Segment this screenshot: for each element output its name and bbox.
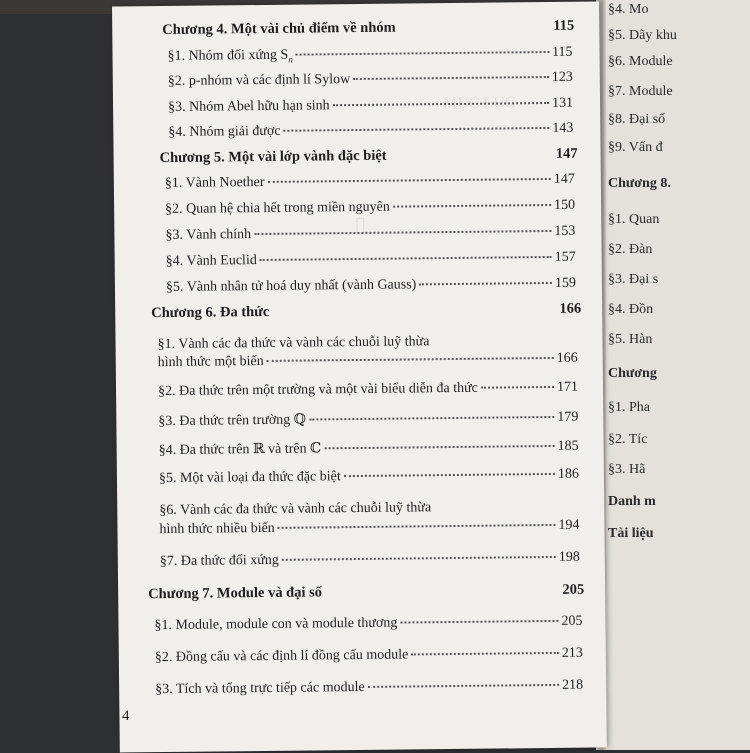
toc-title: §4. Nhóm giải được: [168, 123, 281, 140]
toc-leader: [272, 310, 556, 313]
toc-page-number: 150: [554, 197, 576, 213]
next-page-line: §1. Pha: [608, 400, 650, 415]
toc-page-number: 147: [553, 171, 575, 187]
toc-title: §3. Tích và tổng trực tiếp các module: [155, 679, 365, 698]
next-page-line: §9. Vấn đ: [608, 140, 663, 155]
toc-chapter-7: [148, 582, 584, 604]
toc-leader: [399, 27, 551, 29]
toc-title: §1. Vành Noether: [164, 174, 265, 192]
page-folio: 4: [122, 708, 130, 724]
toc-page-number: 205: [562, 581, 585, 598]
next-page-line: §7. Module: [608, 84, 673, 99]
toc-section-line1: §1. Vành các đa thức và vành các chuỗi luỹ thừa: [157, 334, 430, 353]
toc-page-number: 179: [557, 409, 579, 425]
toc-leader: [333, 102, 549, 106]
next-page-line: §1. Quan: [608, 212, 660, 227]
next-page-line: §8. Đại số: [608, 112, 666, 127]
next-page-line: Danh m: [608, 494, 656, 509]
toc-chapter-5: [160, 146, 578, 167]
next-page-line: Tài liệu: [608, 526, 654, 541]
toc-section: [167, 45, 572, 66]
toc-page-number: 131: [551, 95, 574, 111]
toc-page-number: 198: [558, 549, 580, 565]
toc-page-number: 213: [561, 645, 583, 661]
toc-page-number: 115: [551, 44, 573, 60]
show-through-text: MỤC LỤC: [442, 94, 516, 113]
toc-title: §2. Đồng cấu và các định lí đồng cấu module: [154, 647, 409, 666]
toc-section: [158, 409, 578, 430]
next-page-line: §2. Tíc: [608, 432, 648, 447]
toc-leader: [324, 445, 554, 449]
toc-title: Chương 5. Một vài lớp vành đặc biệt: [159, 147, 387, 167]
toc-page-number: 171: [556, 379, 579, 395]
next-page-line: §5. Dãy khu: [608, 28, 677, 43]
toc-page-number: 147: [555, 145, 578, 162]
toc-section: [155, 678, 583, 698]
toc-leader: [284, 127, 550, 132]
toc-section: [159, 518, 579, 538]
next-page-line: §4. Mo: [608, 2, 649, 17]
next-page-edge: [602, 0, 750, 750]
toc-title: §3. Vành chính: [165, 227, 252, 244]
toc-section: [154, 614, 582, 634]
toc-title: §4. Đa thức trên ℝ và trên ℂ: [158, 441, 322, 459]
toc-leader: [325, 591, 559, 593]
toc-title: §3. Nhóm Abel hữu hạn sinh: [167, 98, 330, 115]
toc-chapter-6: [151, 301, 581, 323]
toc-section: [165, 198, 575, 218]
toc-page-number: 153: [554, 223, 576, 239]
toc-page-number: 115: [553, 17, 575, 34]
next-page-line: §3. Hã: [608, 462, 646, 477]
toc-title: hình thức một biến: [157, 353, 264, 371]
toc-page-number: 166: [559, 300, 582, 317]
toc-leader: [278, 524, 556, 529]
toc-page-number: 218: [562, 677, 584, 693]
toc-section: [168, 121, 573, 141]
toc-title: Chương 6. Đa thức: [151, 303, 270, 322]
show-through-text: ▯: [354, 211, 367, 238]
toc-section: [168, 96, 573, 116]
toc-section: [165, 224, 575, 244]
next-page-line: §3. Đại s: [608, 272, 659, 287]
toc-leader: [260, 256, 552, 261]
toc-chapter-4: [162, 18, 574, 39]
toc-title: §1. Nhóm đối xứng $S_n$: [167, 47, 293, 65]
toc-title: §1. Module, module con và module thương: [154, 615, 398, 634]
next-page-line: §6. Module: [608, 54, 673, 69]
next-page-line: §4. Đồn: [608, 302, 654, 317]
toc-section: [158, 380, 578, 400]
toc-leader: [393, 204, 551, 208]
toc-title: Chương 4. Một vài chủ điểm về nhóm: [162, 19, 396, 39]
next-page-line: Chương 8.: [608, 176, 671, 191]
next-page-line: §5. Hàn: [608, 332, 653, 347]
next-page-line: §2. Đàn: [608, 242, 653, 257]
toc-page-number: 185: [557, 438, 579, 454]
toc-section: [158, 351, 578, 371]
toc-section: [160, 550, 580, 570]
toc-leader: [411, 652, 559, 656]
toc-title: §5. Một vài loại đa thức đặc biệt: [158, 469, 341, 487]
toc-page-number: 186: [557, 466, 580, 482]
toc-title: hình thức nhiều biến: [159, 520, 275, 538]
toc-title: §2. Đa thức trên một trường và một vài biểu diễn đa thức: [157, 380, 478, 400]
toc-section: [166, 276, 576, 296]
toc-page-number: 123: [551, 69, 573, 85]
toc-leader: [344, 473, 555, 477]
next-page-line: Chương: [608, 366, 657, 381]
toc-leader: [296, 51, 549, 56]
toc-title: §5. Vành nhân tử hoá duy nhất (vành Gauss): [165, 277, 417, 295]
toc-section: [168, 70, 573, 90]
toc-leader: [267, 357, 554, 362]
toc-section: [165, 172, 575, 192]
toc-section: [166, 250, 576, 270]
toc-title: Chương 7. Module và đại số: [148, 584, 323, 603]
toc-leader: [390, 155, 553, 157]
toc-section: [155, 646, 583, 666]
toc-leader: [282, 556, 556, 561]
toc-leader: [254, 230, 551, 235]
toc-page: [112, 1, 607, 752]
toc-section-line1: §6. Vành các đa thức và vành các chuỗi luỹ thừa: [159, 500, 432, 519]
toc-page-number: 143: [552, 120, 574, 136]
toc-title: §2. Quan hệ chia hết trong miền nguyên: [165, 199, 390, 218]
toc-section: [159, 467, 579, 487]
toc-page-number: 166: [556, 350, 578, 366]
toc-section: [159, 438, 579, 459]
toc-leader: [268, 178, 551, 183]
toc-leader: [400, 620, 558, 624]
toc-title: §4. Vành Euclid: [165, 253, 257, 270]
toc-leader: [309, 416, 554, 421]
toc-page-number: 157: [554, 249, 576, 265]
toc-leader: [353, 76, 549, 80]
toc-leader: [368, 684, 560, 688]
toc-page-number: 159: [554, 275, 577, 291]
toc-leader: [419, 282, 552, 285]
toc-page-number: 205: [561, 613, 583, 629]
toc-page-number: 194: [558, 517, 580, 533]
toc-title: §7. Đa thức đối xứng: [159, 552, 279, 570]
toc-leader: [481, 386, 554, 389]
toc-title: §2. p-nhóm và các định lí Sylow: [167, 72, 351, 89]
toc-title: §3. Đa thức trên trường ℚ: [158, 412, 306, 430]
